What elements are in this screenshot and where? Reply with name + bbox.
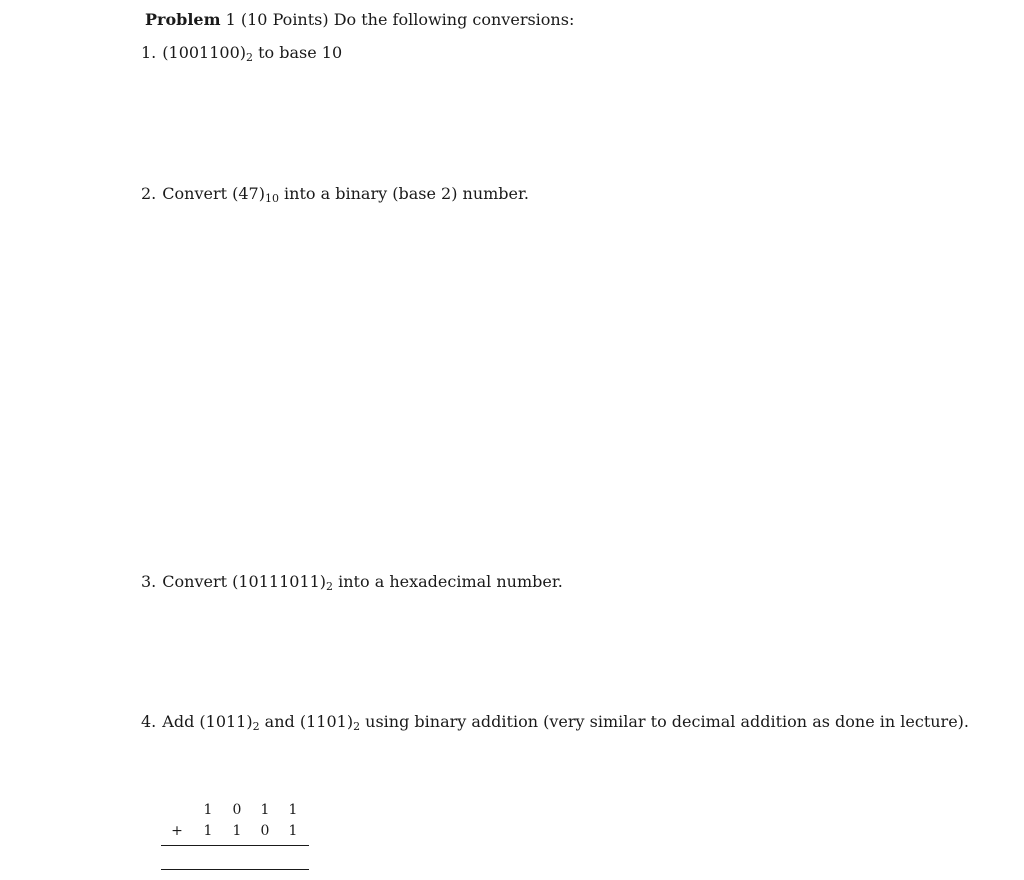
answer-rule	[161, 869, 309, 870]
digit: 1	[203, 802, 213, 818]
question-number: 2.	[141, 184, 157, 203]
digit: 0	[232, 802, 242, 818]
question-text: Add (1011)	[162, 712, 253, 731]
base-subscript: 2	[326, 580, 334, 593]
problem-heading	[145, 10, 574, 30]
question-text: into a hexadecimal number.	[333, 572, 563, 591]
question-number: 1.	[141, 43, 157, 62]
sum-rule	[161, 845, 309, 846]
question-text: and (1101)	[259, 712, 354, 731]
base-subscript: 2	[353, 720, 361, 733]
question-1	[141, 43, 342, 63]
problem-description: 1 (10 Points) Do the following conversions:	[225, 10, 575, 29]
question-text: Convert (47)	[162, 184, 265, 203]
binary-addition-problem	[160, 800, 310, 875]
question-2	[141, 184, 529, 204]
question-4	[141, 712, 969, 732]
base-subscript: 10	[264, 192, 279, 205]
digit: 1	[203, 823, 213, 839]
digit: 1	[288, 802, 298, 818]
addend-row-1	[160, 800, 310, 820]
digit: 1	[260, 802, 270, 818]
base-subscript: 2	[246, 51, 254, 64]
digit: 1	[288, 823, 298, 839]
question-text: (1001100)	[162, 43, 247, 62]
question-text: into a binary (base 2) number.	[278, 184, 529, 203]
question-number: 3.	[141, 572, 157, 591]
question-number: 4.	[141, 712, 157, 731]
digit: 1	[232, 823, 242, 839]
question-text: using binary addition (very similar to decimal addition as done in lecture).	[360, 712, 969, 731]
plus-sign: +	[171, 823, 183, 839]
question-text: to base 10	[253, 43, 343, 62]
base-subscript: 2	[252, 720, 260, 733]
question-3	[141, 572, 563, 592]
digit: 0	[260, 823, 270, 839]
addend-row-2	[160, 821, 310, 841]
question-text: Convert (10111011)	[162, 572, 327, 591]
problem-label: Problem	[145, 10, 221, 29]
